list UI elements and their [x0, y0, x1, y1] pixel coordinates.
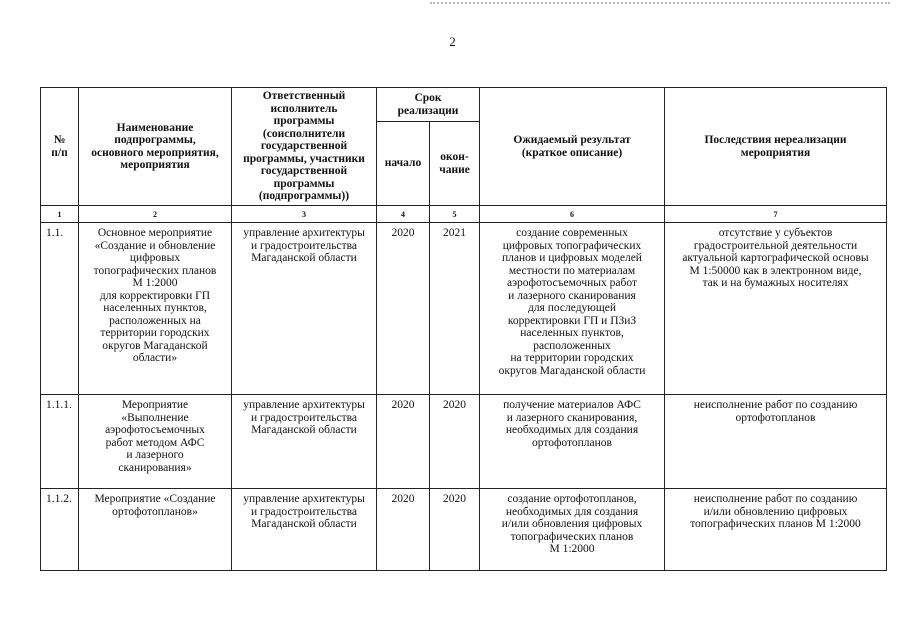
column-number: 2 — [79, 206, 232, 223]
column-number: 1 — [41, 206, 79, 223]
column-number: 7 — [665, 206, 887, 223]
row-consequences: отсутствие у субъектов градостроительной деятельности актуальной картографической основы М 1:50000 как в электронном виде, так и на бумажных носителях — [665, 223, 887, 395]
column-number: 4 — [377, 206, 430, 223]
row-number: 1.1.2. — [41, 489, 79, 571]
page-number: 2 — [449, 34, 456, 49]
row-end-year: 2020 — [430, 395, 480, 489]
row-number: 1.1.1. — [41, 395, 79, 489]
row-expected-result: создание современных цифровых топографических планов и цифровых моделей местности по материалам аэрофотосъемочных работ и лазерного сканирования для последующей корректировки ГП и ПЗиЗ населенных пунктов, расположенных на территории городских округов Магаданской области — [480, 223, 665, 395]
program-activities-table — [40, 87, 887, 571]
row-activity-name: Основное мероприятие «Создание и обновление цифровых топографических планов М 1:2000 для корректировки ГП населенных пунктов, расположенных на территории городских округов Магаданской области» — [79, 223, 232, 395]
header-end: окон- чание — [430, 122, 480, 206]
row-start-year: 2020 — [377, 395, 430, 489]
row-consequences: неисполнение работ по созданию и/или обновлению цифровых топографических планов М 1:2000 — [665, 489, 887, 571]
scan-artifact-line — [430, 2, 890, 4]
row-executor: управление архитектуры и градостроительства Магаданской области — [232, 395, 377, 489]
row-expected-result: получение материалов АФС и лазерного сканирования, необходимых для создания ортофотопланов — [480, 395, 665, 489]
column-number: 5 — [430, 206, 480, 223]
table-row — [41, 489, 887, 571]
column-numbers-row — [41, 206, 887, 223]
row-activity-name: Мероприятие «Выполнение аэрофотосъемочных работ методом АФС и лазерного сканирования» — [79, 395, 232, 489]
row-end-year: 2020 — [430, 489, 480, 571]
row-executor: управление архитектуры и градостроительства Магаданской области — [232, 489, 377, 571]
row-activity-name: Мероприятие «Создание ортофотопланов» — [79, 489, 232, 571]
row-start-year: 2020 — [377, 489, 430, 571]
row-start-year: 2020 — [377, 223, 430, 395]
header-result: Ожидаемый результат (краткое описание) — [480, 88, 665, 206]
column-number: 6 — [480, 206, 665, 223]
header-num: № п/п — [41, 88, 79, 206]
header-name: Наименование подпрограммы, основного мероприятия, мероприятия — [79, 88, 232, 206]
header-consequences: Последствия нереализации мероприятия — [665, 88, 887, 206]
row-consequences: неисполнение работ по созданию ортофотопланов — [665, 395, 887, 489]
row-expected-result: создание ортофотопланов, необходимых для создания и/или обновления цифровых топографических планов М 1:2000 — [480, 489, 665, 571]
header-period: Срок реализации — [377, 88, 480, 122]
header-start: начало — [377, 122, 430, 206]
row-number: 1.1. — [41, 223, 79, 395]
header-executor: Ответственный исполнитель программы (соисполнители государственной программы, участники государственной программы (подпрограммы)) — [232, 88, 377, 206]
row-executor: управление архитектуры и градостроительства Магаданской области — [232, 223, 377, 395]
row-end-year: 2021 — [430, 223, 480, 395]
header-row-top — [41, 88, 887, 122]
column-number: 3 — [232, 206, 377, 223]
table-row — [41, 223, 887, 395]
table-row — [41, 395, 887, 489]
